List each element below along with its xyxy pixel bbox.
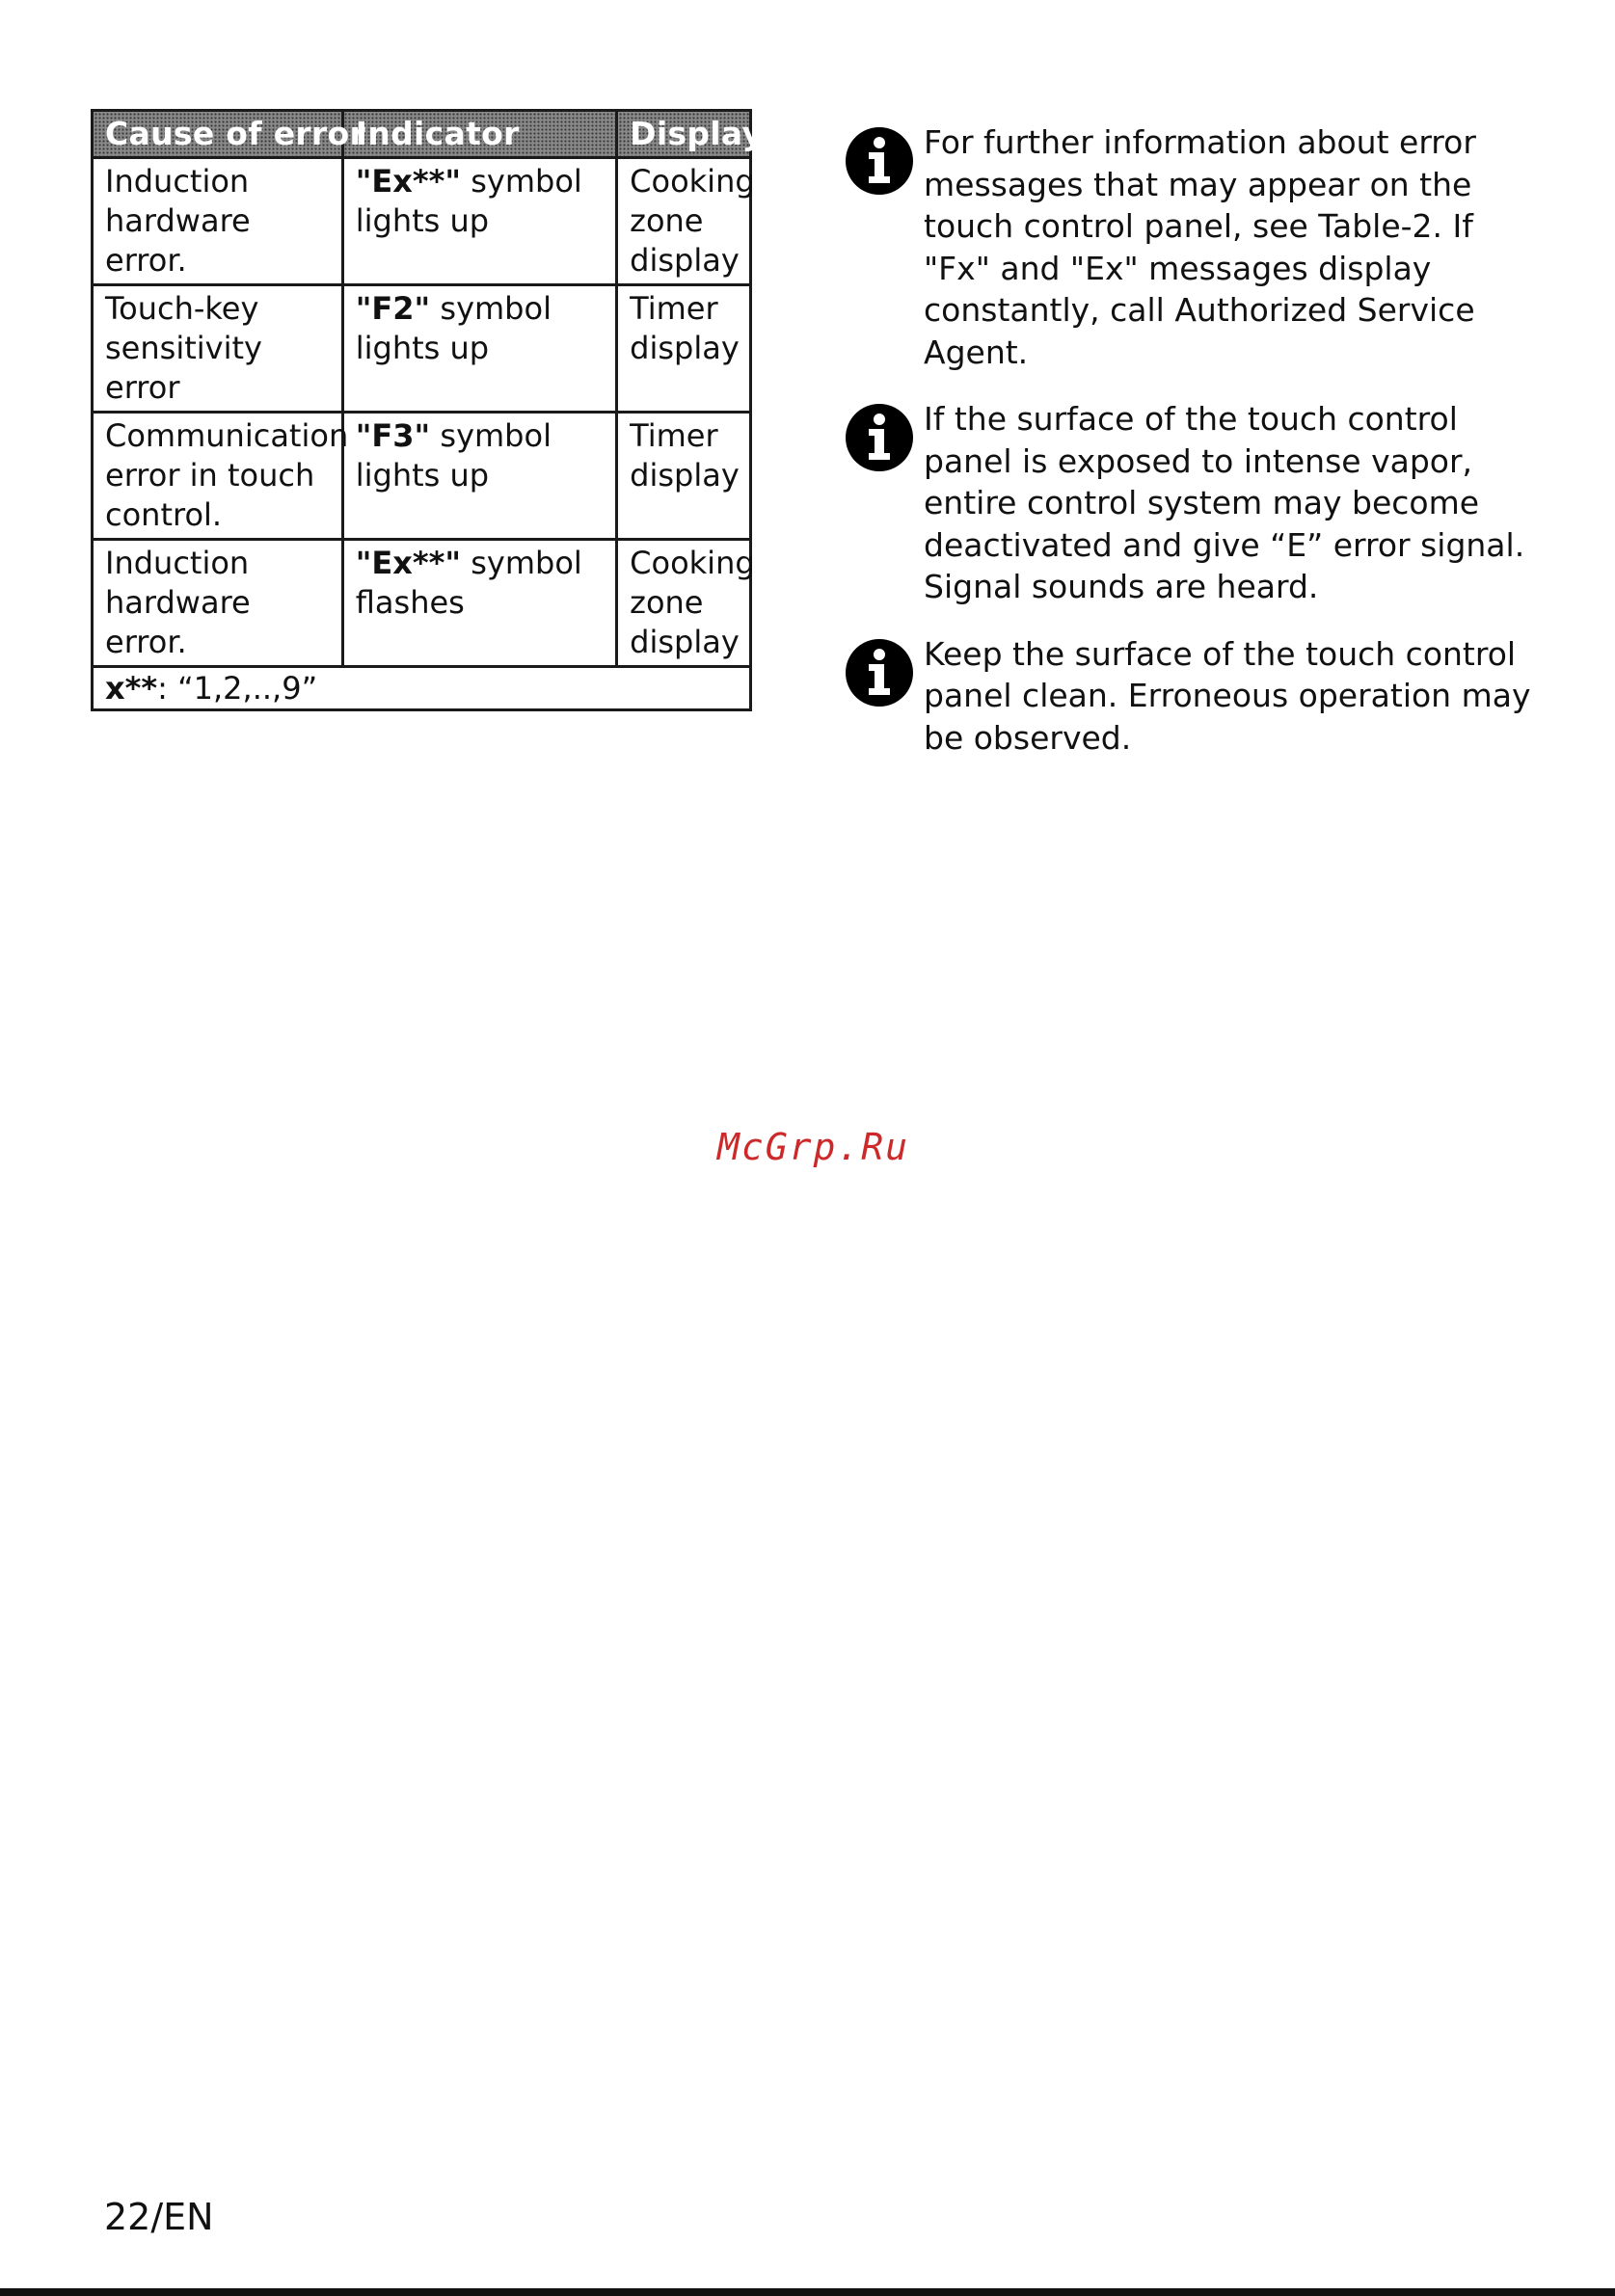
cell-cause: Touch-key sensitivity error <box>93 285 343 413</box>
info-icon <box>845 403 914 472</box>
table-footnote <box>93 667 751 710</box>
info-note <box>845 121 1539 373</box>
error-table <box>91 109 764 711</box>
cell-display: Cooking zone display <box>617 158 751 285</box>
info-icon <box>845 638 914 707</box>
cell-indicator <box>342 540 616 667</box>
indicator-code: "Ex**" <box>355 163 462 200</box>
indicator-code: "F2" <box>355 290 431 327</box>
info-note <box>845 398 1539 608</box>
header-display: Display <box>617 111 751 158</box>
cell-cause: Induction hardware error. <box>93 158 343 285</box>
table-header-row <box>93 111 751 158</box>
cell-indicator <box>342 158 616 285</box>
indicator-text: symbol lights up <box>355 290 552 366</box>
cell-cause: Communication error in touch control. <box>93 413 343 540</box>
cell-cause: Induction hardware error. <box>93 540 343 667</box>
footnote-key: x** <box>105 670 158 707</box>
cell-indicator <box>342 413 616 540</box>
table-row <box>93 285 751 413</box>
cell-display: Cooking zone display <box>617 540 751 667</box>
indicator-code: "F3" <box>355 417 431 454</box>
info-text: For further information about error messages that may appear on the touch control panel, see Table-2. If "Fx" and "Ex" messages display constantly, call Authorized Service Agent. <box>924 123 1476 371</box>
info-text: Keep the surface of the touch control panel clean. Erroneous operation may be observed. <box>924 634 1531 757</box>
cell-indicator <box>342 285 616 413</box>
cell-display: Timer display <box>617 413 751 540</box>
table-row <box>93 540 751 667</box>
table-row <box>93 413 751 540</box>
info-text: If the surface of the touch control panel is exposed to intense vapor, entire control system may become deactivated and give “E” error signal. Signal sounds are heard. <box>924 400 1525 605</box>
table-row <box>93 158 751 285</box>
footnote-value: : “1,2,..,9” <box>157 670 318 707</box>
bottom-edge <box>0 2288 1615 2296</box>
header-cause-of-error: Cause of error <box>93 111 343 158</box>
info-notes <box>845 121 1539 784</box>
page-number: 22/EN <box>104 2196 214 2238</box>
indicator-text: symbol flashes <box>355 545 582 621</box>
indicator-text: symbol lights up <box>355 417 552 494</box>
header-indicator: Indicator <box>342 111 616 158</box>
indicator-code: "Ex**" <box>355 545 462 581</box>
info-note <box>845 633 1539 760</box>
watermark: McGrp.Ru <box>717 1126 910 1168</box>
info-icon <box>845 126 914 196</box>
table-footnote-row <box>93 667 751 710</box>
cell-display: Timer display <box>617 285 751 413</box>
indicator-text: symbol lights up <box>355 163 582 239</box>
